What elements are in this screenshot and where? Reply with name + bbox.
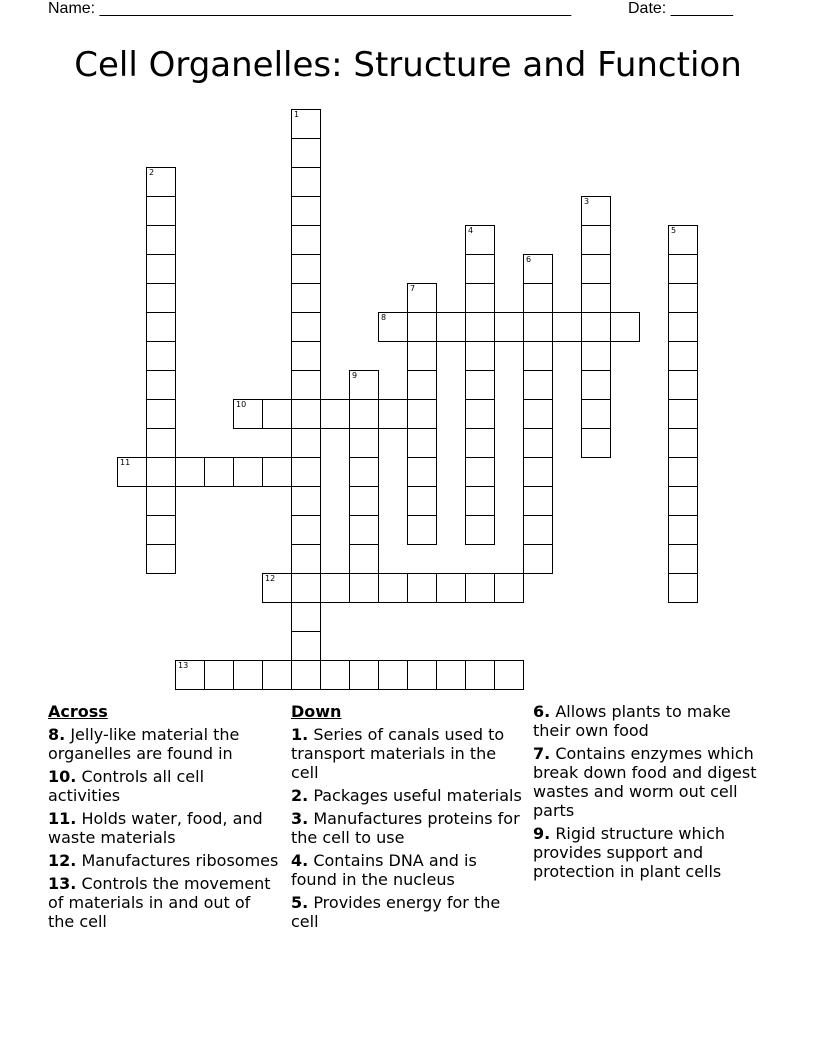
grid-cell[interactable]	[668, 225, 698, 255]
clue-down-3: 3. Manufactures proteins for the cell to use	[291, 809, 520, 847]
grid-cell[interactable]	[668, 457, 698, 487]
grid-cell[interactable]	[146, 196, 176, 226]
grid-cell[interactable]	[262, 399, 292, 429]
grid-cell[interactable]	[291, 283, 321, 313]
grid-cell[interactable]	[581, 312, 611, 342]
grid-cell[interactable]	[291, 573, 321, 603]
grid-cell[interactable]	[436, 573, 466, 603]
clue-down-2: 2. Packages useful materials	[291, 786, 522, 805]
grid-cell[interactable]	[465, 399, 495, 429]
grid-cell[interactable]	[523, 457, 553, 487]
grid-cell[interactable]	[378, 660, 408, 690]
grid-cell[interactable]	[378, 399, 408, 429]
grid-cell[interactable]	[523, 370, 553, 400]
grid-cell[interactable]	[581, 196, 611, 226]
grid-cell[interactable]	[668, 515, 698, 545]
grid-cell[interactable]	[320, 660, 350, 690]
grid-cell[interactable]	[407, 660, 437, 690]
clue-number: 1	[294, 110, 300, 119]
grid-cell[interactable]	[523, 544, 553, 574]
clue-down-7: 7. Contains enzymes which break down food and digest wastes and worm out cell parts	[533, 744, 757, 820]
grid-cell[interactable]	[291, 486, 321, 516]
grid-cell[interactable]	[349, 544, 379, 574]
clue-number: 9	[352, 371, 358, 380]
grid-cell[interactable]	[291, 254, 321, 284]
grid-cell[interactable]	[668, 370, 698, 400]
grid-cell[interactable]	[291, 515, 321, 545]
grid-cell[interactable]	[320, 573, 350, 603]
clue-across-11: 11. Holds water, food, and waste materials	[48, 809, 263, 847]
name-field[interactable]: Name: _____________________________________________________	[48, 0, 572, 17]
grid-cell[interactable]	[291, 196, 321, 226]
grid-cell[interactable]	[117, 457, 147, 487]
grid-cell[interactable]	[523, 399, 553, 429]
grid-cell[interactable]	[378, 312, 408, 342]
grid-cell[interactable]	[320, 399, 350, 429]
grid-cell[interactable]	[581, 428, 611, 458]
clue-number: 11	[120, 458, 131, 467]
clue-across-8: 8. Jelly-like material the organelles are found in	[48, 725, 240, 763]
grid-cell[interactable]	[465, 312, 495, 342]
grid-cell[interactable]	[465, 573, 495, 603]
grid-cell[interactable]	[523, 283, 553, 313]
grid-cell[interactable]	[668, 428, 698, 458]
grid-cell[interactable]	[291, 457, 321, 487]
clue-down-9: 9. Rigid structure which provides support and protection in plant cells	[533, 824, 726, 881]
grid-cell[interactable]	[291, 544, 321, 574]
clue-number: 7	[410, 284, 416, 293]
clue-number: 5	[671, 226, 677, 235]
grid-cell[interactable]	[146, 515, 176, 545]
grid-cell[interactable]	[146, 254, 176, 284]
grid-cell[interactable]	[146, 428, 176, 458]
grid-cell[interactable]	[204, 660, 234, 690]
grid-cell[interactable]	[668, 573, 698, 603]
grid-cell[interactable]	[436, 312, 466, 342]
grid-cell[interactable]	[175, 457, 205, 487]
grid-cell[interactable]	[262, 660, 292, 690]
grid-cell[interactable]	[349, 457, 379, 487]
grid-cell[interactable]	[291, 341, 321, 371]
grid-cell[interactable]	[233, 457, 263, 487]
clue-number: 12	[265, 574, 276, 583]
grid-cell[interactable]	[291, 660, 321, 690]
clue-number: 3	[584, 197, 590, 206]
grid-cell[interactable]	[465, 254, 495, 284]
grid-cell[interactable]	[668, 254, 698, 284]
grid-cell[interactable]	[494, 573, 524, 603]
grid-cell[interactable]	[581, 225, 611, 255]
grid-cell[interactable]	[349, 660, 379, 690]
grid-cell[interactable]	[291, 631, 321, 661]
grid-cell[interactable]	[291, 109, 321, 139]
grid-cell[interactable]	[465, 660, 495, 690]
grid-cell[interactable]	[494, 660, 524, 690]
down-clues-column-2	[533, 702, 763, 885]
clue-across-13: 13. Controls the movement of materials in and out of the cell	[48, 874, 271, 931]
grid-cell[interactable]	[668, 399, 698, 429]
grid-cell[interactable]	[668, 283, 698, 313]
grid-cell[interactable]	[146, 312, 176, 342]
grid-cell[interactable]	[407, 312, 437, 342]
grid-cell[interactable]	[465, 225, 495, 255]
grid-cell[interactable]	[233, 399, 263, 429]
grid-cell[interactable]	[291, 602, 321, 632]
grid-cell[interactable]	[523, 486, 553, 516]
across-clues	[48, 702, 280, 935]
grid-cell[interactable]	[146, 341, 176, 371]
grid-cell[interactable]	[407, 515, 437, 545]
grid-cell[interactable]	[523, 312, 553, 342]
grid-cell[interactable]	[175, 660, 205, 690]
grid-cell[interactable]	[146, 544, 176, 574]
grid-cell[interactable]	[407, 486, 437, 516]
clue-number: 2	[149, 168, 155, 177]
clue-number: 4	[468, 226, 474, 235]
clue-number: 8	[381, 313, 387, 322]
grid-cell[interactable]	[581, 254, 611, 284]
clue-down-1: 1. Series of canals used to transport materials in the cell	[291, 725, 505, 782]
grid-cell[interactable]	[262, 457, 292, 487]
grid-cell[interactable]	[291, 312, 321, 342]
grid-cell[interactable]	[407, 428, 437, 458]
grid-cell[interactable]	[523, 515, 553, 545]
grid-cell[interactable]	[465, 341, 495, 371]
grid-cell[interactable]	[146, 225, 176, 255]
clue-down-5: 5. Provides energy for the cell	[291, 893, 501, 931]
grid-cell[interactable]	[581, 399, 611, 429]
grid-cell[interactable]	[291, 370, 321, 400]
grid-cell[interactable]	[349, 399, 379, 429]
grid-cell[interactable]	[465, 515, 495, 545]
grid-cell[interactable]	[494, 312, 524, 342]
grid-cell[interactable]	[146, 399, 176, 429]
grid-cell[interactable]	[407, 283, 437, 313]
puzzle-title: Cell Organelles: Structure and Function	[74, 45, 742, 85]
grid-cell[interactable]	[407, 370, 437, 400]
clue-across-10: 10. Controls all cell activities	[48, 767, 205, 805]
grid-cell[interactable]	[668, 341, 698, 371]
grid-cell[interactable]	[523, 254, 553, 284]
grid-cell[interactable]	[407, 573, 437, 603]
down-clues-column-1	[291, 702, 523, 935]
grid-cell[interactable]	[668, 544, 698, 574]
grid-cell[interactable]	[523, 428, 553, 458]
grid-cell[interactable]	[291, 225, 321, 255]
grid-cell[interactable]	[349, 428, 379, 458]
grid-cell[interactable]	[146, 370, 176, 400]
grid-cell[interactable]	[465, 370, 495, 400]
clue-down-6: 6. Allows plants to make their own food	[533, 702, 731, 740]
grid-cell[interactable]	[523, 341, 553, 371]
down-heading: Down	[291, 702, 342, 721]
clue-number: 13	[178, 661, 189, 670]
grid-cell[interactable]	[436, 660, 466, 690]
grid-cell[interactable]	[349, 573, 379, 603]
across-heading: Across	[48, 702, 108, 721]
grid-cell[interactable]	[465, 457, 495, 487]
date-field[interactable]: Date: _______	[628, 0, 733, 17]
grid-cell[interactable]	[668, 312, 698, 342]
grid-cell[interactable]	[552, 312, 582, 342]
clue-across-12: 12. Manufactures ribosomes	[48, 851, 279, 870]
grid-cell[interactable]	[146, 457, 176, 487]
grid-cell[interactable]	[407, 399, 437, 429]
grid-cell[interactable]	[146, 486, 176, 516]
grid-cell[interactable]	[581, 370, 611, 400]
grid-cell[interactable]	[349, 515, 379, 545]
grid-cell[interactable]	[407, 457, 437, 487]
clue-number: 6	[526, 255, 532, 264]
grid-cell[interactable]	[233, 660, 263, 690]
grid-cell[interactable]	[465, 486, 495, 516]
grid-cell[interactable]	[581, 283, 611, 313]
grid-cell[interactable]	[291, 428, 321, 458]
grid-cell[interactable]	[465, 428, 495, 458]
grid-cell[interactable]	[378, 573, 408, 603]
grid-cell[interactable]	[204, 457, 234, 487]
grid-cell[interactable]	[668, 486, 698, 516]
grid-cell[interactable]	[291, 138, 321, 168]
grid-cell[interactable]	[407, 341, 437, 371]
grid-cell[interactable]	[581, 341, 611, 371]
grid-cell[interactable]	[291, 399, 321, 429]
grid-cell[interactable]	[262, 573, 292, 603]
grid-cell[interactable]	[349, 370, 379, 400]
grid-cell[interactable]	[146, 167, 176, 197]
grid-cell[interactable]	[146, 283, 176, 313]
grid-cell[interactable]	[465, 283, 495, 313]
clue-down-4: 4. Contains DNA and is found in the nucleus	[291, 851, 477, 889]
grid-cell[interactable]	[349, 486, 379, 516]
clue-number: 10	[236, 400, 247, 409]
grid-cell[interactable]	[610, 312, 640, 342]
grid-cell[interactable]	[291, 167, 321, 197]
